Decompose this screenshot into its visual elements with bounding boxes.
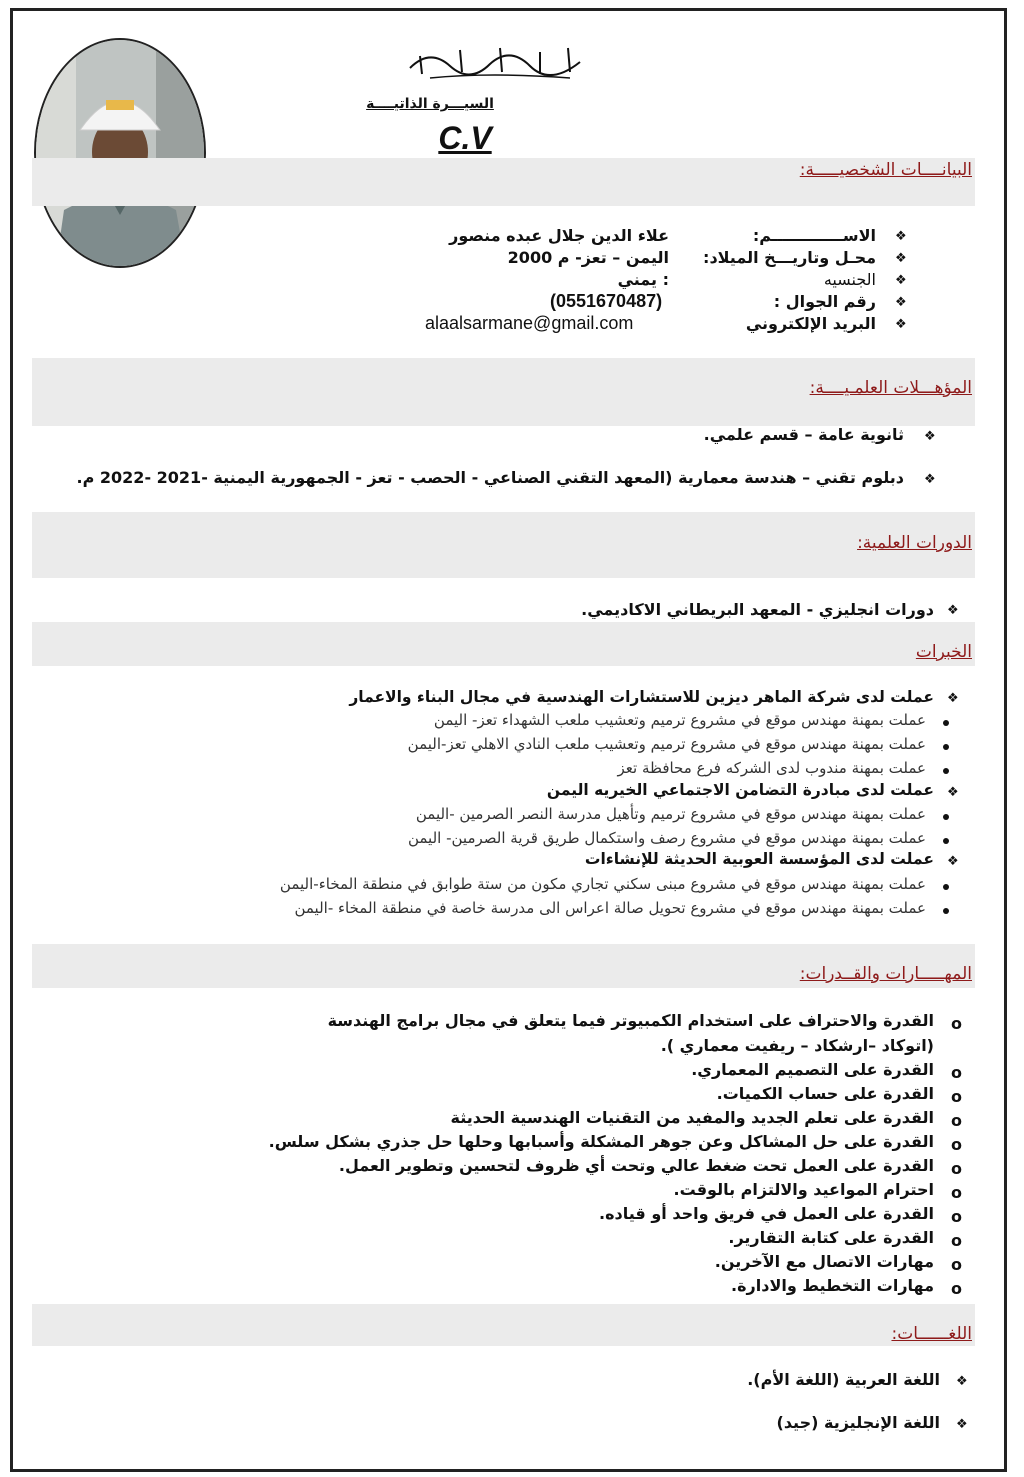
experience-heading: الخبرات <box>915 642 972 662</box>
skill-item: القدرة على العمل تحت ضغط عالي وتحت أي ظروف لتحسين وتطوير العمل. <box>338 1156 934 1175</box>
cv-title: C.V <box>438 120 492 156</box>
nationality-value: : يمني <box>617 270 669 289</box>
diamond-icon: ❖ <box>947 603 959 618</box>
skill-item: مهارات الاتصال مع الآخرين. <box>714 1252 934 1271</box>
experience-group-title: عملت لدى شركة الماهر ديزين للاستشارات الهندسية في مجال البناء والاعمار <box>349 688 934 706</box>
qualification-item: ثانوية عامة – قسم علمي. <box>703 425 904 444</box>
experience-item: عملت بمهنة مهندس موقع في مشروع ترميم وتعشيب ملعب النادي الاهلي تعز-اليمن <box>407 735 926 753</box>
bullet-icon <box>943 768 949 774</box>
diamond-icon: ❖ <box>924 429 936 444</box>
skill-item: (اتوكاد –ارشكاد – ريفيت معماري ). <box>660 1036 934 1055</box>
cv-subtitle: السيـــرة الذاتيــــة <box>366 96 494 112</box>
section-band-courses <box>32 512 975 578</box>
experience-item: عملت بمهنة مهندس موقع في مشروع تحويل صالة اعراس الى مدرسة خاصة في منطقة المخاء -اليمن <box>294 899 926 917</box>
diamond-icon: ❖ <box>956 1417 968 1432</box>
language-item: اللغة العربية (اللغة الأم). <box>747 1370 940 1389</box>
skills-heading: المهـــــارات والقــدرات: <box>799 964 972 984</box>
diamond-icon: ❖ <box>956 1374 968 1389</box>
circle-bullet-icon: o <box>951 1135 962 1154</box>
personal-heading: البيانــــات الشخصيـــــة: <box>799 160 972 180</box>
nationality-label: الجنسيه <box>823 270 876 289</box>
experience-item: عملت بمهنة مندوب لدى الشركه فرع محافظة تعز <box>617 759 926 777</box>
diamond-icon: ❖ <box>924 472 936 487</box>
diamond-icon: ❖ <box>947 785 959 800</box>
experience-group-title: عملت لدى مبادرة التضامن الاجتماعي الخيريه اليمن <box>546 781 934 799</box>
circle-bullet-icon: o <box>951 1087 962 1106</box>
language-item: اللغة الإنجليزية (جيد) <box>776 1413 940 1432</box>
birth-label: محـل وتاريـــخ الميلاد: <box>703 248 876 267</box>
diamond-icon: ❖ <box>895 295 907 310</box>
skill-item: القدرة على العمل في فريق واحد أو قياده. <box>599 1204 934 1223</box>
section-band-experience <box>32 622 975 666</box>
email-value: alaalsarmane@gmail.com <box>425 313 634 333</box>
name-label: الاســـــــــــــم: <box>752 226 876 245</box>
basmala-calligraphy <box>400 38 590 84</box>
skill-item: مهارات التخطيط والادارة. <box>731 1276 934 1295</box>
qualification-item: دبلوم تقني – هندسة معمارية (المعهد التقني الصناعي - الحصب - تعز - الجمهورية اليمنية -2021 -2022 م. <box>76 468 904 487</box>
diamond-icon: ❖ <box>895 273 907 288</box>
circle-bullet-icon: o <box>951 1111 962 1130</box>
profile-photo <box>34 38 206 268</box>
course-item: دورات انجليزي - المعهد البريطاني الاكاديمي. <box>581 600 934 619</box>
languages-heading: اللغــــــات: <box>891 1324 972 1344</box>
circle-bullet-icon: o <box>951 1159 962 1178</box>
skill-item: القدرة على حل المشاكل وعن جوهر المشكلة وأسبابها وحلها حل جذري بشكل سلس. <box>268 1132 934 1151</box>
bullet-icon <box>943 744 949 750</box>
circle-bullet-icon: o <box>951 1014 962 1033</box>
circle-bullet-icon: o <box>951 1207 962 1226</box>
courses-heading: الدورات العلمية: <box>857 533 972 553</box>
diamond-icon: ❖ <box>895 251 907 266</box>
bullet-icon <box>943 720 949 726</box>
birth-value: اليمن – تعز- م 2000 <box>507 248 669 267</box>
circle-bullet-icon: o <box>951 1183 962 1202</box>
skill-item: احترام المواعيد والالتزام بالوقت. <box>673 1180 934 1199</box>
circle-bullet-icon: o <box>951 1279 962 1298</box>
section-band-languages <box>32 1304 975 1346</box>
circle-bullet-icon: o <box>951 1231 962 1250</box>
phone-label: رقم الجوال : <box>773 292 876 311</box>
phone-value: (0551670487) <box>550 291 663 311</box>
diamond-icon: ❖ <box>947 691 959 706</box>
experience-item: عملت بمهنة مهندس موقع في مشروع ترميم وتأهيل مدرسة النصر الصرمين -اليمن <box>415 805 926 823</box>
bullet-icon <box>943 814 949 820</box>
skill-item: القدرة على كتابة التقارير. <box>728 1228 934 1247</box>
experience-item: عملت بمهنة مهندس موقع في مشروع ترميم وتعشيب ملعب الشهداء تعز- اليمن <box>433 711 926 729</box>
circle-bullet-icon: o <box>951 1255 962 1274</box>
name-value: علاء الدين جلال عبده منصور <box>449 226 669 245</box>
skill-item: القدرة على التصميم المعماري. <box>691 1060 934 1079</box>
experience-item: عملت بمهنة مهندس موقع في مشروع رصف واستكمال طريق قرية الصرمين- اليمن <box>407 829 926 847</box>
circle-bullet-icon: o <box>951 1063 962 1082</box>
diamond-icon: ❖ <box>895 229 907 244</box>
skill-item: القدرة والاحتراف على استخدام الكمبيوتر فيما يتعلق في مجال برامج الهندسة <box>327 1011 934 1030</box>
bullet-icon <box>943 908 949 914</box>
bullet-icon <box>943 838 949 844</box>
experience-item: عملت بمهنة مهندس موقع في مشروع مبنى سكني تجاري مكون من ستة طوابق في منطقة المخاء-اليمن <box>279 875 926 893</box>
bullet-icon <box>943 884 949 890</box>
diamond-icon: ❖ <box>947 854 959 869</box>
qualifications-heading: المؤهـــلات العلمـيــــة: <box>809 378 972 398</box>
skill-item: القدرة على تعلم الجديد والمفيد من التقنيات الهندسية الحديثة <box>450 1108 934 1127</box>
email-label: البريد الإلكتروني <box>745 314 876 333</box>
skill-item: القدرة على حساب الكميات. <box>716 1084 934 1103</box>
experience-group-title: عملت لدى المؤسسة العوبية الحديثة للإنشاءات <box>584 850 934 868</box>
diamond-icon: ❖ <box>895 317 907 332</box>
